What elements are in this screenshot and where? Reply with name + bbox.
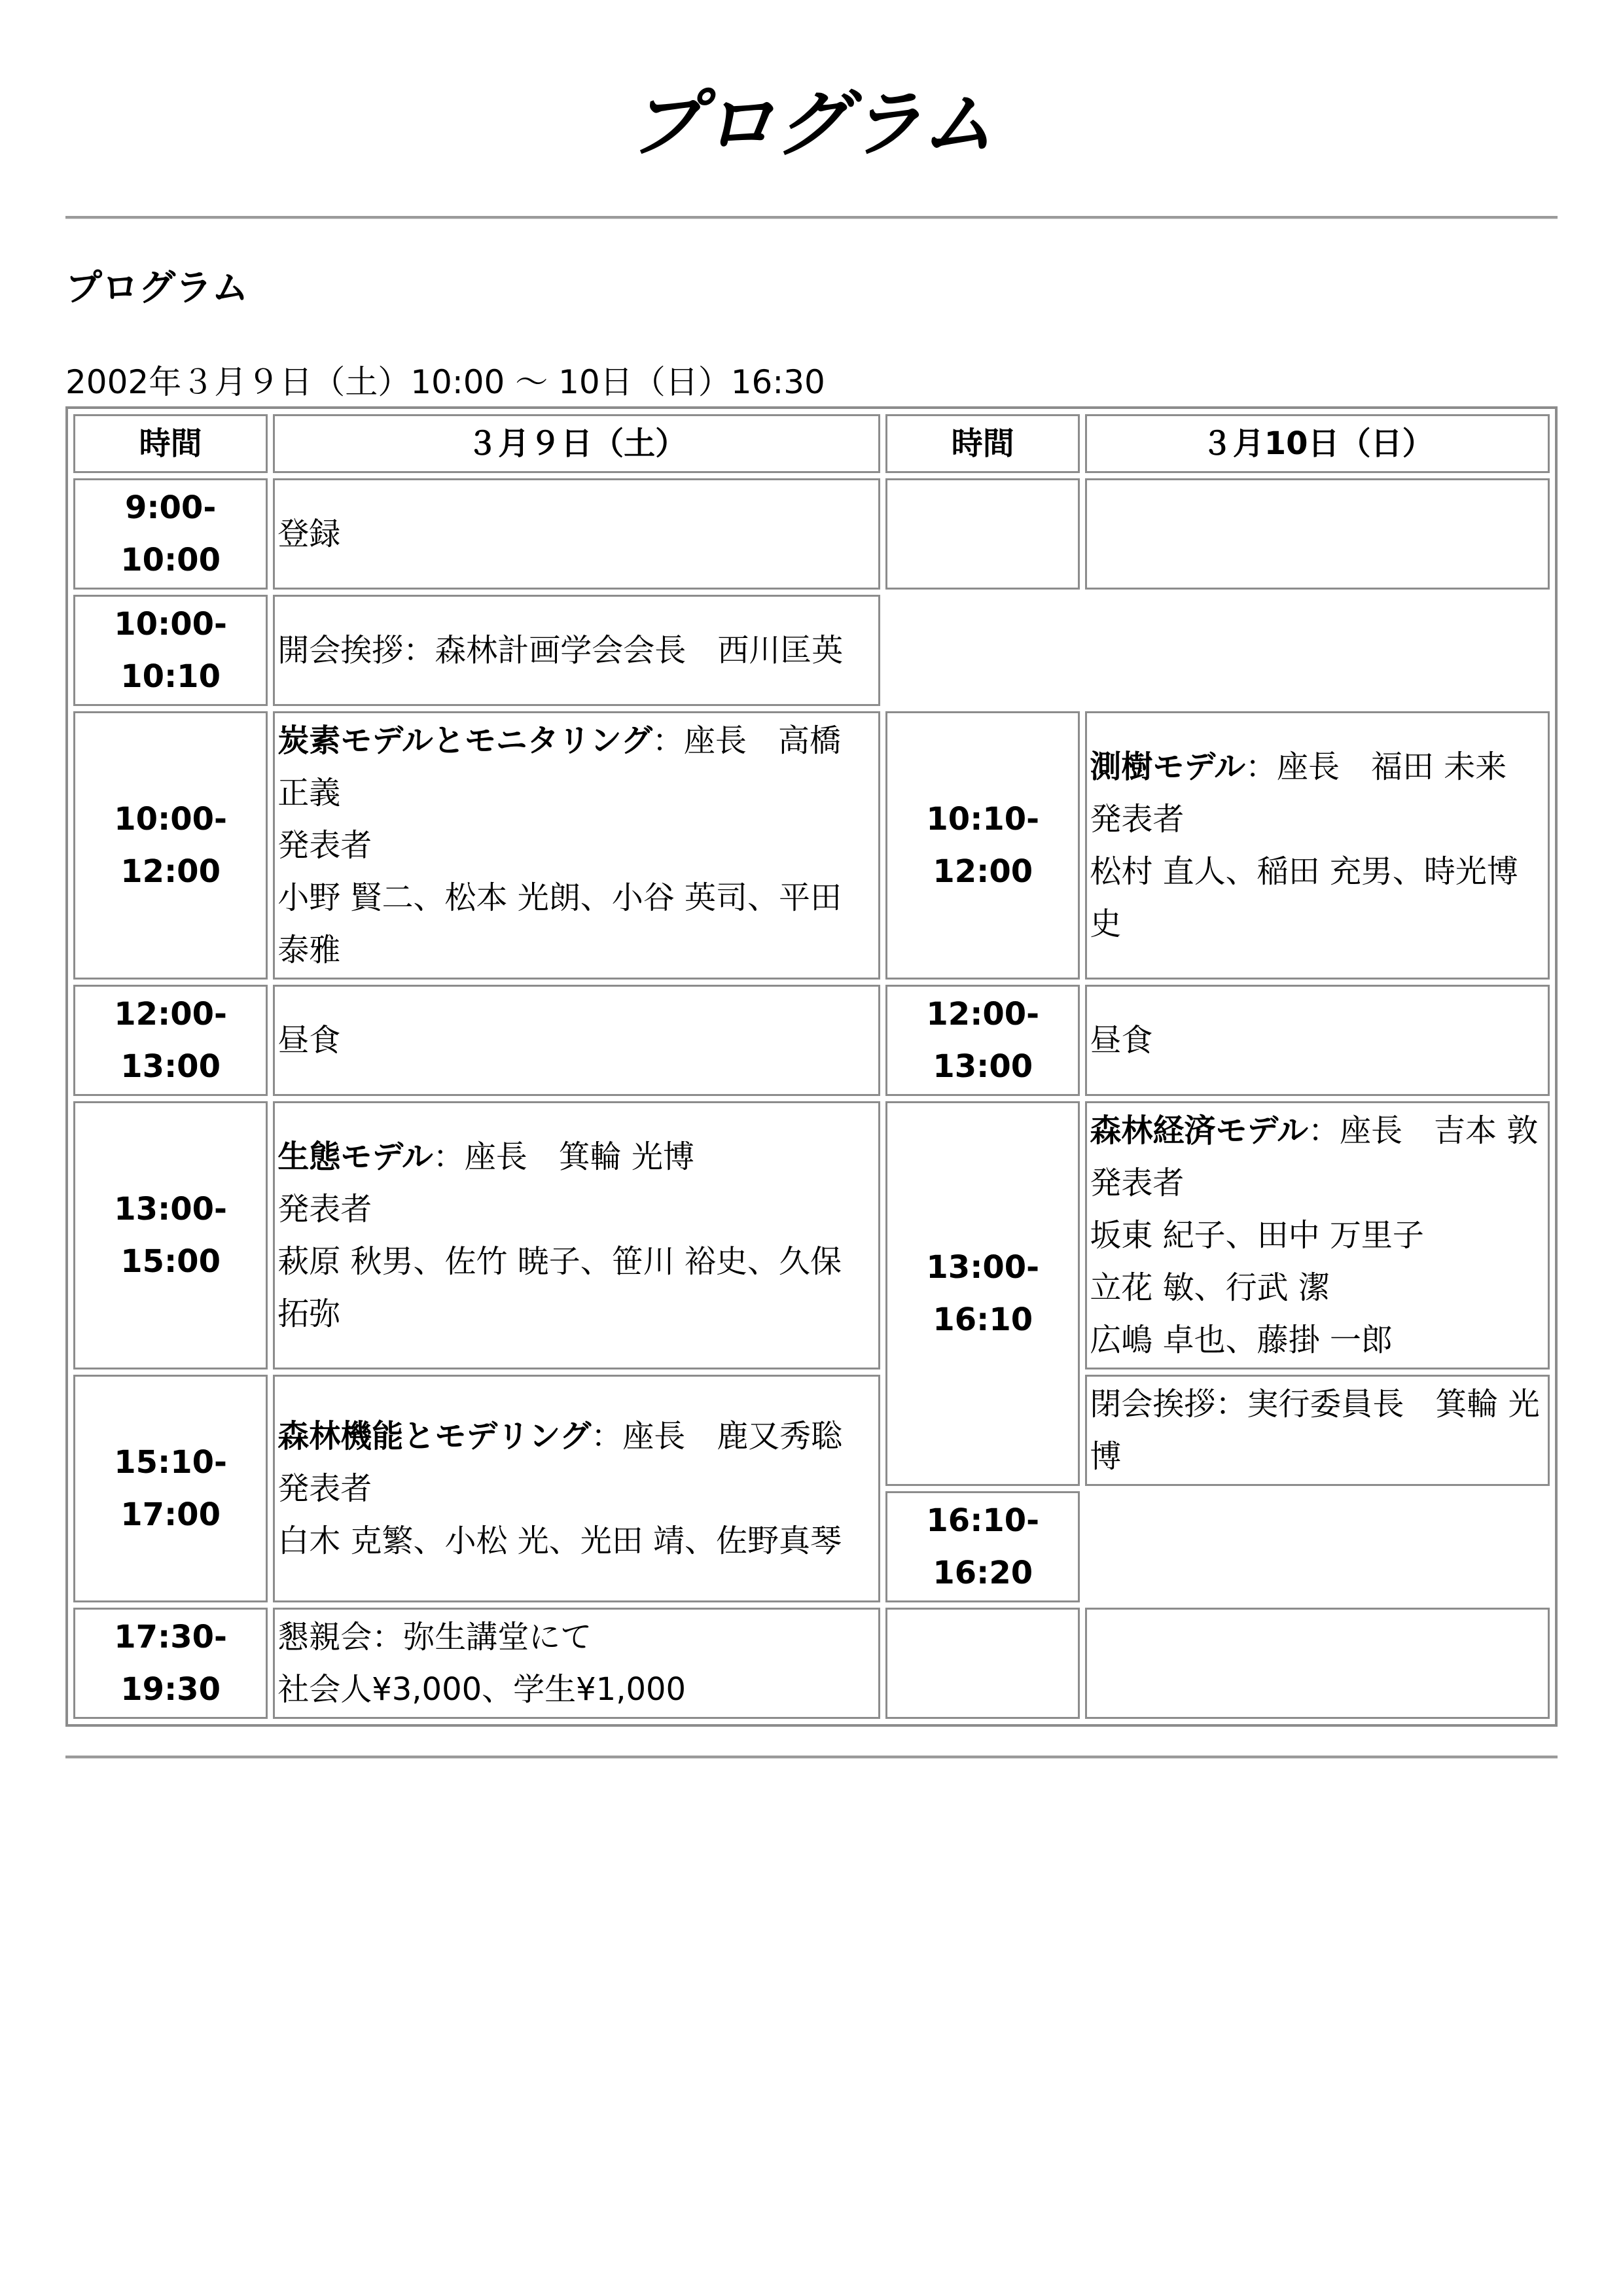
time-cell: 12:00- 13:00 (885, 985, 1080, 1096)
session-title: 生態モデル (277, 1139, 433, 1175)
time-cell: 10:00- 12:00 (73, 711, 268, 980)
lunch-cell: 昼食 (1085, 985, 1550, 1096)
session-cell (273, 1101, 880, 1369)
reception-title: 懇親会：弥生講堂にて (277, 1619, 592, 1655)
session-chair: ：座長 福田 未来 (1245, 749, 1507, 785)
table-row (73, 478, 1550, 590)
document-page (65, 0, 1558, 1759)
time-cell: 10:00- 10:10 (73, 595, 268, 706)
header-day2: ３月10日（日） (1085, 414, 1550, 473)
table-header-row (73, 414, 1550, 473)
session-cell (1085, 1101, 1550, 1369)
session-chair: ：座長 箕輪 光博 (433, 1139, 695, 1175)
page-title: プログラム (628, 82, 995, 167)
session-chair: ：座長 鹿又秀聡 (591, 1418, 843, 1455)
table-row (73, 1375, 1550, 1486)
time-cell: 9:00- 10:00 (73, 478, 268, 590)
time-cell: 10:10- 12:00 (885, 711, 1080, 980)
session-title: 炭素モデルとモニタリング (277, 722, 652, 759)
time-cell: 16:10- 16:20 (885, 1491, 1080, 1602)
table-row (73, 1608, 1550, 1719)
presenters-label: 発表者 (277, 1470, 372, 1507)
presenters-line: 広嶋 卓也、藤掛 一郎 (1090, 1322, 1393, 1358)
table-row (73, 985, 1550, 1096)
session-chair: ：座長 高橋 正義 (277, 722, 841, 811)
header-time-day2: 時間 (885, 414, 1080, 473)
presenters-label: 発表者 (277, 827, 372, 864)
table-row (73, 711, 1550, 980)
presenters: 小野 賢二、松本 光朗、小谷 英司、平田 泰雅 (277, 879, 842, 968)
presenters-label: 発表者 (1090, 1165, 1185, 1201)
session-chair: ：座長 吉本 敦 (1308, 1112, 1539, 1149)
time-cell: 15:10- 17:00 (73, 1375, 268, 1602)
opening-remarks-cell: 開会挨拶：森林計画学会会長 西川匡英 (273, 595, 880, 706)
presenters: 白木 克繁、小松 光、光田 靖、佐野真琴 (277, 1523, 842, 1559)
time-cell: 17:30- 19:30 (73, 1608, 268, 1719)
date-range: 2002年３月９日（土）10:00 〜 10日（日）16:30 (65, 363, 825, 401)
header-day1: ３月９日（土） (273, 414, 880, 473)
presenters-line: 坂東 紀子、田中 万里子 (1090, 1217, 1424, 1254)
header-time-day1: 時間 (73, 414, 268, 473)
blank-space (885, 595, 1550, 706)
program-table (65, 406, 1558, 1727)
empty-cell (1085, 1608, 1550, 1719)
time-cell: 13:00- 16:10 (885, 1101, 1080, 1486)
empty-cell (885, 478, 1080, 590)
reception-cell (273, 1608, 880, 1719)
table-row (73, 1101, 1550, 1369)
time-cell: 13:00- 15:00 (73, 1101, 268, 1369)
section-title: プログラム (65, 267, 249, 309)
presenters-line: 立花 敏、行武 潔 (1090, 1269, 1330, 1306)
registration-cell: 登録 (273, 478, 880, 590)
blank-space (1085, 1491, 1550, 1602)
session-cell (1085, 711, 1550, 980)
presenters-label: 発表者 (1090, 801, 1185, 838)
session-cell (273, 711, 880, 980)
session-title: 測樹モデル (1090, 749, 1245, 785)
reception-fee: 社会人¥3,000、学生¥1,000 (277, 1671, 687, 1708)
top-divider (65, 216, 1558, 219)
time-cell: 12:00- 13:00 (73, 985, 268, 1096)
session-title: 森林経済モデル (1090, 1112, 1308, 1149)
presenters-label: 発表者 (277, 1191, 372, 1227)
table-row (73, 595, 1550, 706)
lunch-cell: 昼食 (273, 985, 880, 1096)
closing-remarks-cell: 閉会挨拶：実行委員長 箕輪 光博 (1085, 1375, 1550, 1486)
empty-cell (885, 1608, 1080, 1719)
session-cell (273, 1375, 880, 1602)
session-title: 森林機能とモデリング (277, 1418, 592, 1455)
bottom-divider (65, 1756, 1558, 1759)
empty-cell (1085, 478, 1550, 590)
presenters: 萩原 秋男、佐竹 暁子、笹川 裕史、久保 拓弥 (277, 1243, 842, 1332)
presenters: 松村 直人、稲田 充男、時光博史 (1090, 853, 1518, 942)
